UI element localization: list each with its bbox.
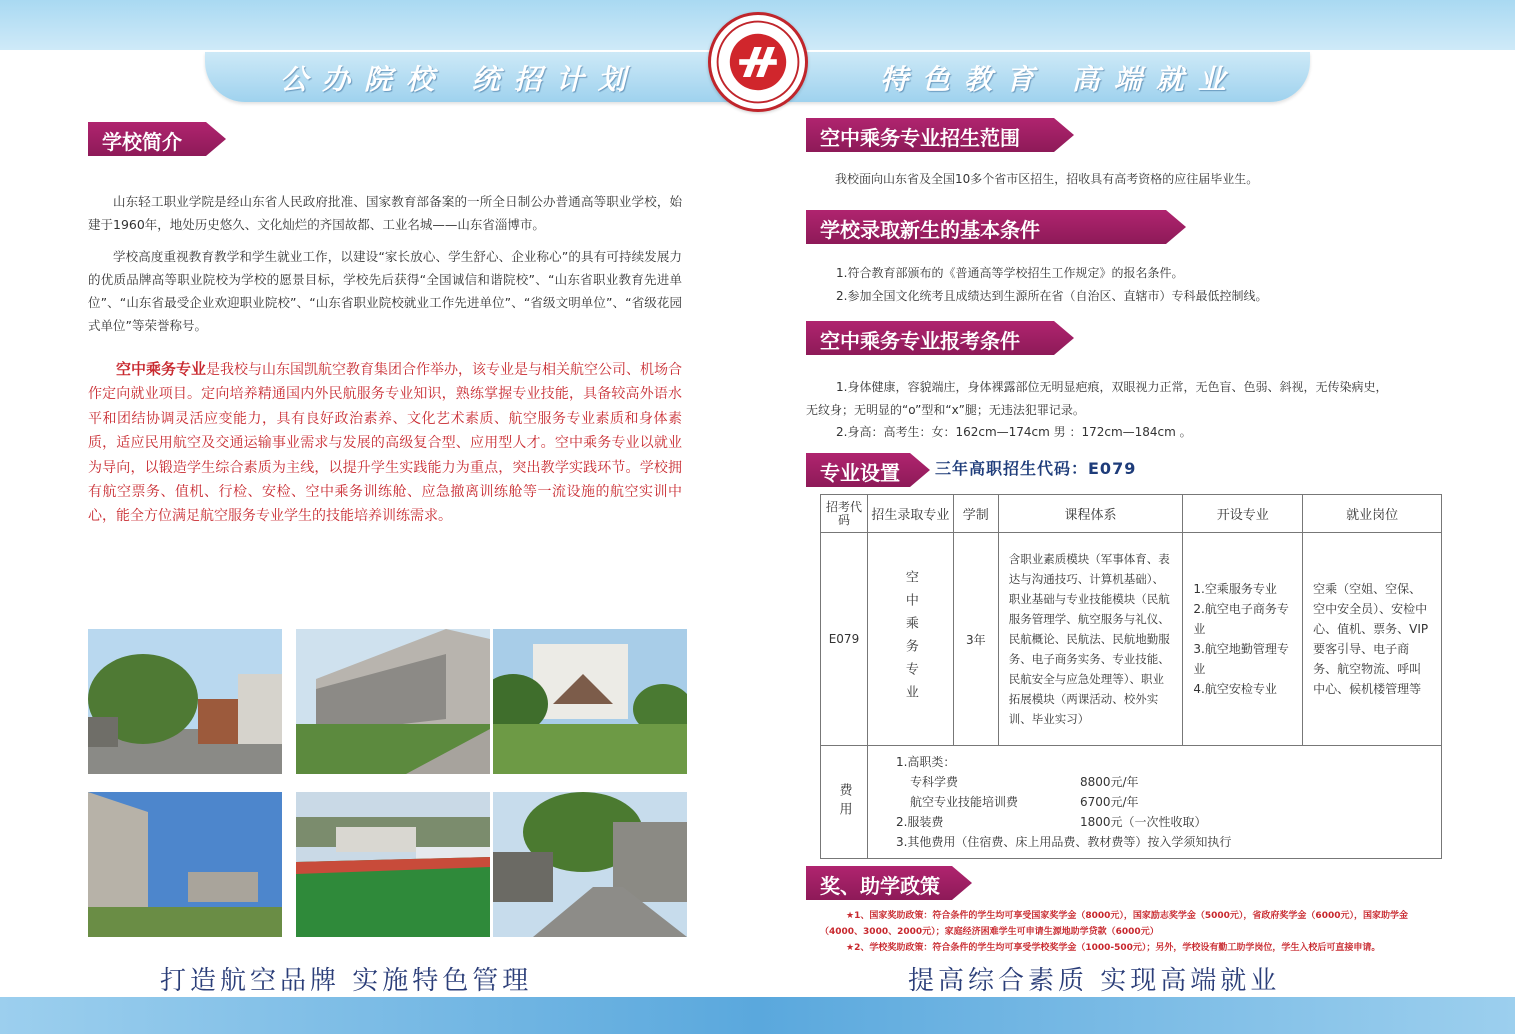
- left-bottom-slogan: 打造航空品牌 实施特色管理: [160, 966, 533, 996]
- program-heading: 专业设置: [820, 461, 900, 485]
- cell-courses: 含职业素质模块（军事体育、表达与沟通技巧、计算机基础）、职业基础与专业技能模块（民航服务管理学、航空服务与礼仪、民航概论、民航法、民航地勤服务、电子商务实务、专业技能、民航安全与应急处理等）、职业拓展模块（两课活动、校外实训、毕业实习）: [998, 533, 1183, 746]
- admission-heading-tag: [806, 210, 1186, 244]
- campus-photo-4: [88, 792, 282, 937]
- fee-uniform: 2.服装费 1800元（一次性收取）: [895, 815, 1207, 829]
- cell-fee-label: 费用: [821, 746, 868, 859]
- bottom-color-band: [0, 997, 1515, 1034]
- intro-heading-tag: [88, 122, 226, 156]
- major-description: 是我校与山东国凯航空教育集团合作举办，该专业是与相关航空公司、机场合作定向就业项目。定向培养精通国内外民航服务专业知识，熟练掌握专业技能，具备较高外语水平和团结协调灵活应变能力，具有良好政治素养、文化艺术素质、航空服务专业素质和身体素质，适应民用航空及交通运输事业需求与发展的高级复合型、应用型人才。空中乘务专业以就业为导向，以锻造学生综合素质为主线，以提升学生实践能力为重点，突出教学实践环节。学校拥有航空票务、值机、行检、安检、空中乘务训练舱、应急撤离训练舱等一流设施的航空实训中心，能全方位满足航空服务专业学生的技能培养训练需求。: [88, 362, 683, 525]
- campus-photo-5: [296, 792, 490, 937]
- left-banner-slogan: 公办院校 统招计划: [280, 63, 640, 96]
- aid-line-3: ★2、学校奖助政策：符合条件的学生均可享受学校奖学金（1000-500元）；另外，学校设有勤工助学岗位，学生入校后可直接申请。: [846, 943, 1381, 953]
- intro-paragraph-3: [88, 357, 682, 529]
- cell-specialties: [1183, 533, 1303, 746]
- campus-photo-2: [296, 629, 490, 774]
- requirements-line-1: 1.身体健康，容貌端庄，身体裸露部位无明显疤痕，双眼视力正常，无色盲、色弱、斜视，无传染病史，: [836, 380, 1388, 394]
- cell-jobs: 空乘（空姐、空保、空中安全员）、安检中心、值机、票务、VIP要客引导、电子商务、航空物流、呼叫中心、候机楼管理等: [1303, 533, 1442, 746]
- fee-tuition: 专科学费 8800元/年: [909, 775, 1139, 789]
- campus-photo-6: [493, 792, 687, 937]
- scope-text: 我校面向山东省及全国10多个省市区招生，招收具有高考资格的应往届毕业生。: [835, 172, 1259, 186]
- school-logo: [708, 12, 808, 112]
- specialty-item: 4.航空安检专业: [1193, 682, 1277, 696]
- major-highlight: 空中乘务专业: [116, 360, 207, 378]
- header-specialties: 开设专业: [1183, 495, 1303, 533]
- campus-photo-3: [493, 629, 687, 774]
- fee-other: 3.其他费用（住宿费、床上用品费、教材费等）按入学须知执行: [895, 835, 1232, 849]
- cell-major: [867, 533, 953, 746]
- admission-item-1: 1.符合教育部颁布的《普通高等学校招生工作规定》的报名条件。: [836, 266, 1184, 280]
- header-jobs: 就业岗位: [1303, 495, 1442, 533]
- header-duration: 学制: [953, 495, 998, 533]
- scope-heading-tag: [806, 118, 1074, 152]
- admission-item-2: 2.参加全国文化统考且成绩达到生源所在省（自治区、直辖市）专科最低控制线。: [836, 289, 1268, 303]
- requirements-heading-tag: [806, 321, 1074, 355]
- requirements-line-3: 2.身高：高考生：女：162cm—174cm 男 ：172cm—184cm 。: [836, 425, 1192, 439]
- right-bottom-slogan: 提高综合素质 实现高端就业: [908, 966, 1281, 996]
- intro-heading: 学校简介: [102, 130, 182, 154]
- fee-row: [821, 746, 1442, 859]
- specialty-item: 1.空乘服务专业: [1193, 582, 1277, 596]
- campus-photo-1: [88, 629, 282, 774]
- header-courses: 课程体系: [998, 495, 1183, 533]
- requirements-heading: 空中乘务专业报考条件: [820, 329, 1020, 353]
- header-major: 招生录取专业: [867, 495, 953, 533]
- fee-title: 1.高职类：: [895, 755, 956, 769]
- aid-heading: 奖、助学政策: [820, 874, 940, 898]
- aid-heading-tag: [806, 866, 972, 900]
- right-banner-slogan: 特色教育 高端就业: [880, 63, 1240, 96]
- table-row: [821, 533, 1442, 746]
- program-heading-tag: [806, 453, 930, 487]
- aid-line-2: （4000、3000、2000元）；家庭经济困难学生可申请生源地助学贷款（6000元）: [820, 927, 1159, 937]
- scope-heading: 空中乘务专业招生范围: [820, 126, 1020, 150]
- specialty-item: 3.航空地勤管理专业: [1193, 642, 1289, 676]
- major-vertical-text: 空中乘务专业: [902, 570, 918, 708]
- cell-fees: [867, 746, 1441, 859]
- header-code: 招考代码: [821, 495, 868, 533]
- fee-training: 航空专业技能培训费 6700元/年: [909, 795, 1139, 809]
- cell-code: E079: [821, 533, 868, 746]
- specialty-item: 2.航空电子商务专业: [1193, 602, 1289, 636]
- requirements-line-2: 无纹身；无明显的“o”型和“x”腿；无违法犯罪记录。: [806, 403, 1085, 417]
- admission-heading: 学校录取新生的基本条件: [820, 218, 1040, 242]
- cell-duration: 3年: [953, 533, 998, 746]
- aid-line-1: ★1、国家奖助政策：符合条件的学生均可享受国家奖学金（8000元），国家励志奖学金（5000元），省政府奖学金（6000元），国家助学金: [846, 911, 1408, 921]
- intro-paragraph-1: 山东轻工职业学院是经山东省人民政府批准、国家教育部备案的一所全日制公办普通高等职业学校，始建于1960年，地处历史悠久、文化灿烂的齐国故都、工业名城——山东省淄博市。: [88, 194, 682, 232]
- intro-paragraph-2: 学校高度重视教育教学和学生就业工作，以建设“家长放心、学生舒心、企业称心”的具有可持续发展力的优质品牌高等职业院校为学校的愿景目标，学校先后获得“全国诚信和谐院校”、“山东省职业教育先进单位”、“山东省最受企业欢迎职业院校”、“山东省职业院校就业工作先进单位”、“省级文明单位”、“省级花园式单位”等荣誉称号。: [88, 249, 682, 333]
- table-header-row: [821, 495, 1442, 533]
- enrollment-code: 三年高职招生代码：E079: [935, 459, 1137, 478]
- program-table: [820, 494, 1442, 859]
